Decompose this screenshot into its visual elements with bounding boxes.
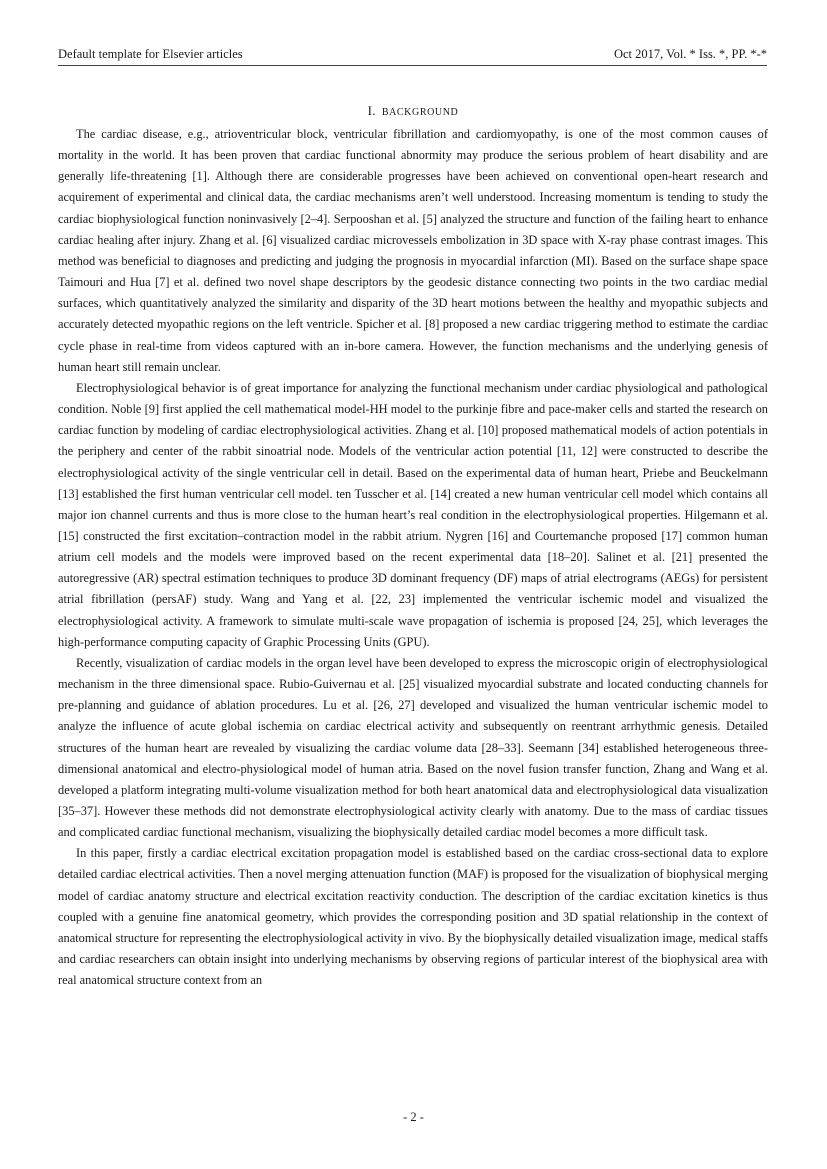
main-content bbox=[58, 100, 768, 991]
paragraph-3: Recently, visualization of cardiac models in the organ level have been developed to express the microscopic origin of electrophysiological mechanism in the three dimensional space. Rubio-Guivernau et al. [25] visualized myocardial substrate and located conducting channels for pre-planning and guidance of ablation procedures. Lu et al. [26, 27] developed and visualized the human ventricular ischemic model to analyze the influence of acute global ischemia on cardiac electrical activity and subsequently on reentrant arrhythmic genesis. Detailed structures of the human heart are revealed by visualizing the cardiac volume data [28–33]. Seemann [34] established heterogeneous three-dimensional anatomical and electro-physiological model of human atria. Based on the novel fusion transfer function, Zhang and Wang et al. developed a platform integrating multi-volume visualization method for both heart anatomical data and electrophysiological data visualization [35–37]. However these methods did not demonstrate electrophysiological activity clearly with anatomy. Due to the mass of cardiac tissues and complicated cardiac functional mechanism, visualizing the biophysically detailed cardiac model becomes a more difficult task. bbox=[58, 655, 768, 840]
page-number: - 2 - bbox=[403, 1110, 424, 1124]
section-heading bbox=[58, 100, 768, 124]
section-number: I. bbox=[367, 103, 376, 118]
paragraph-4: In this paper, firstly a cardiac electrical excitation propagation model is established based on the cardiac cross-sectional data to explore detailed cardiac electrical activities. Then a novel merging attenuation function (MAF) is proposed for the visualization of biophysical merging model of cardiac anatomy structure and electrical excitation reactivity conduction. The description of the cardiac excitation kinetics is thus coupled with a genuine fine anatomical geometry, which provides the corresponding position and 3D spatial relationship in the context of anatomical structure for representing the electrophysiological activity in vivo. By the biophysically detailed visualization image, medical staffs and cardiac researchers can obtain insight into underlying mechanisms by observing regions of particular interest of the biophysical area with real anatomical structure context from an bbox=[58, 846, 768, 988]
header-journal-template: Default template for Elsevier articles bbox=[58, 47, 243, 61]
paragraph-2: Electrophysiological behavior is of great importance for analyzing the functional mechanism under cardiac physiological and pathological condition. Noble [9] first applied the cell mathematical model-HH model to the purkinje fibre and pace-maker cells and started the research on cardiac function by modeling of cardiac electrophysiological activities. Zhang et al. [10] proposed mathematical models of action potentials in the periphery and center of the rabbit sinoatrial node. Models of the ventricular action potential [11, 12] were constructed to describe the electrophysiological activity of the single ventricular cell in detail. Based on the experimental data of human heart, Priebe and Beuckelmann [13] established the first human ventricular cell model. ten Tusscher et al. [14] created a new human ventricular cell model which contains all major ion channel currents and thus is more close to the human heart’s real condition in the electrophysiological properties. Hilgemann et al. [15] constructed the first excitation–contraction model in the rabbit atrium. Nygren [16] and Courtemanche proposed [17] common human atrium cell models and the models were improved based on the recent experimental data [18–20]. Salinet et al. [21] presented the autoregressive (AR) spectral estimation techniques to produce 3D dominant frequency (DF) maps of atrial electrograms (AEGs) for persistent atrial fibrillation (persAF) study. Wang and Yang et al. [22, 23] implemented the ventricular ischemic model and visualized the electrophysiological activity. A framework to simulate multi-scale wave propagation of ischemia is proposed [24, 25], which leverages the high-performance computing capacity of Graphic Processing Units (GPU). bbox=[58, 380, 768, 649]
header-issue-info: Oct 2017, Vol. * Iss. *, PP. *-* bbox=[613, 47, 767, 61]
section-title: BACKGROUND bbox=[381, 107, 459, 118]
running-header bbox=[58, 47, 767, 66]
paragraph-1: The cardiac disease, e.g., atrioventricular block, ventricular fibrillation and cardiomyopathy, is one of the most common causes of mortality in the world. It has been proven that cardiac functional abnormity may produce the serious problem of heart disability and are generally life-threatening [1]. Although there are considerable progresses have been achieved on conventional open-heart research and acquirement of experimental and clinical data, the cardiac mechanisms aren’t well understood. Increasing momentum is tending to study the cardiac biophysiological function noninvasively [2–4]. Serpooshan et al. [5] analyzed the structure and function of the failing heart to enhance cardiac healing after injury. Zhang et al. [6] visualized cardiac microvessels embolization in 3D space with X-ray phase contrast images. This method was beneficial to diagnoses and predicting and judging the prognosis in myocardial infarction (MI). Based on the surface shape space Taimouri and Hua [7] et al. defined two novel shape descriptors by the geodesic distance connecting two points in the two cardiac medial surfaces, which quantitatively analyzed the similarity and disparity of the 3D heart motions between the healthy and myopathic subjects and accurately detected myopathic regions on the left ventricle. Spicher et al. [8] proposed a new cardiac triggering method to estimate the cardiac cycle phase in real-time from videos captured with an in-bore camera. However, the function mechanisms and the underlying genesis of human heart still remain unclear. bbox=[58, 127, 768, 374]
